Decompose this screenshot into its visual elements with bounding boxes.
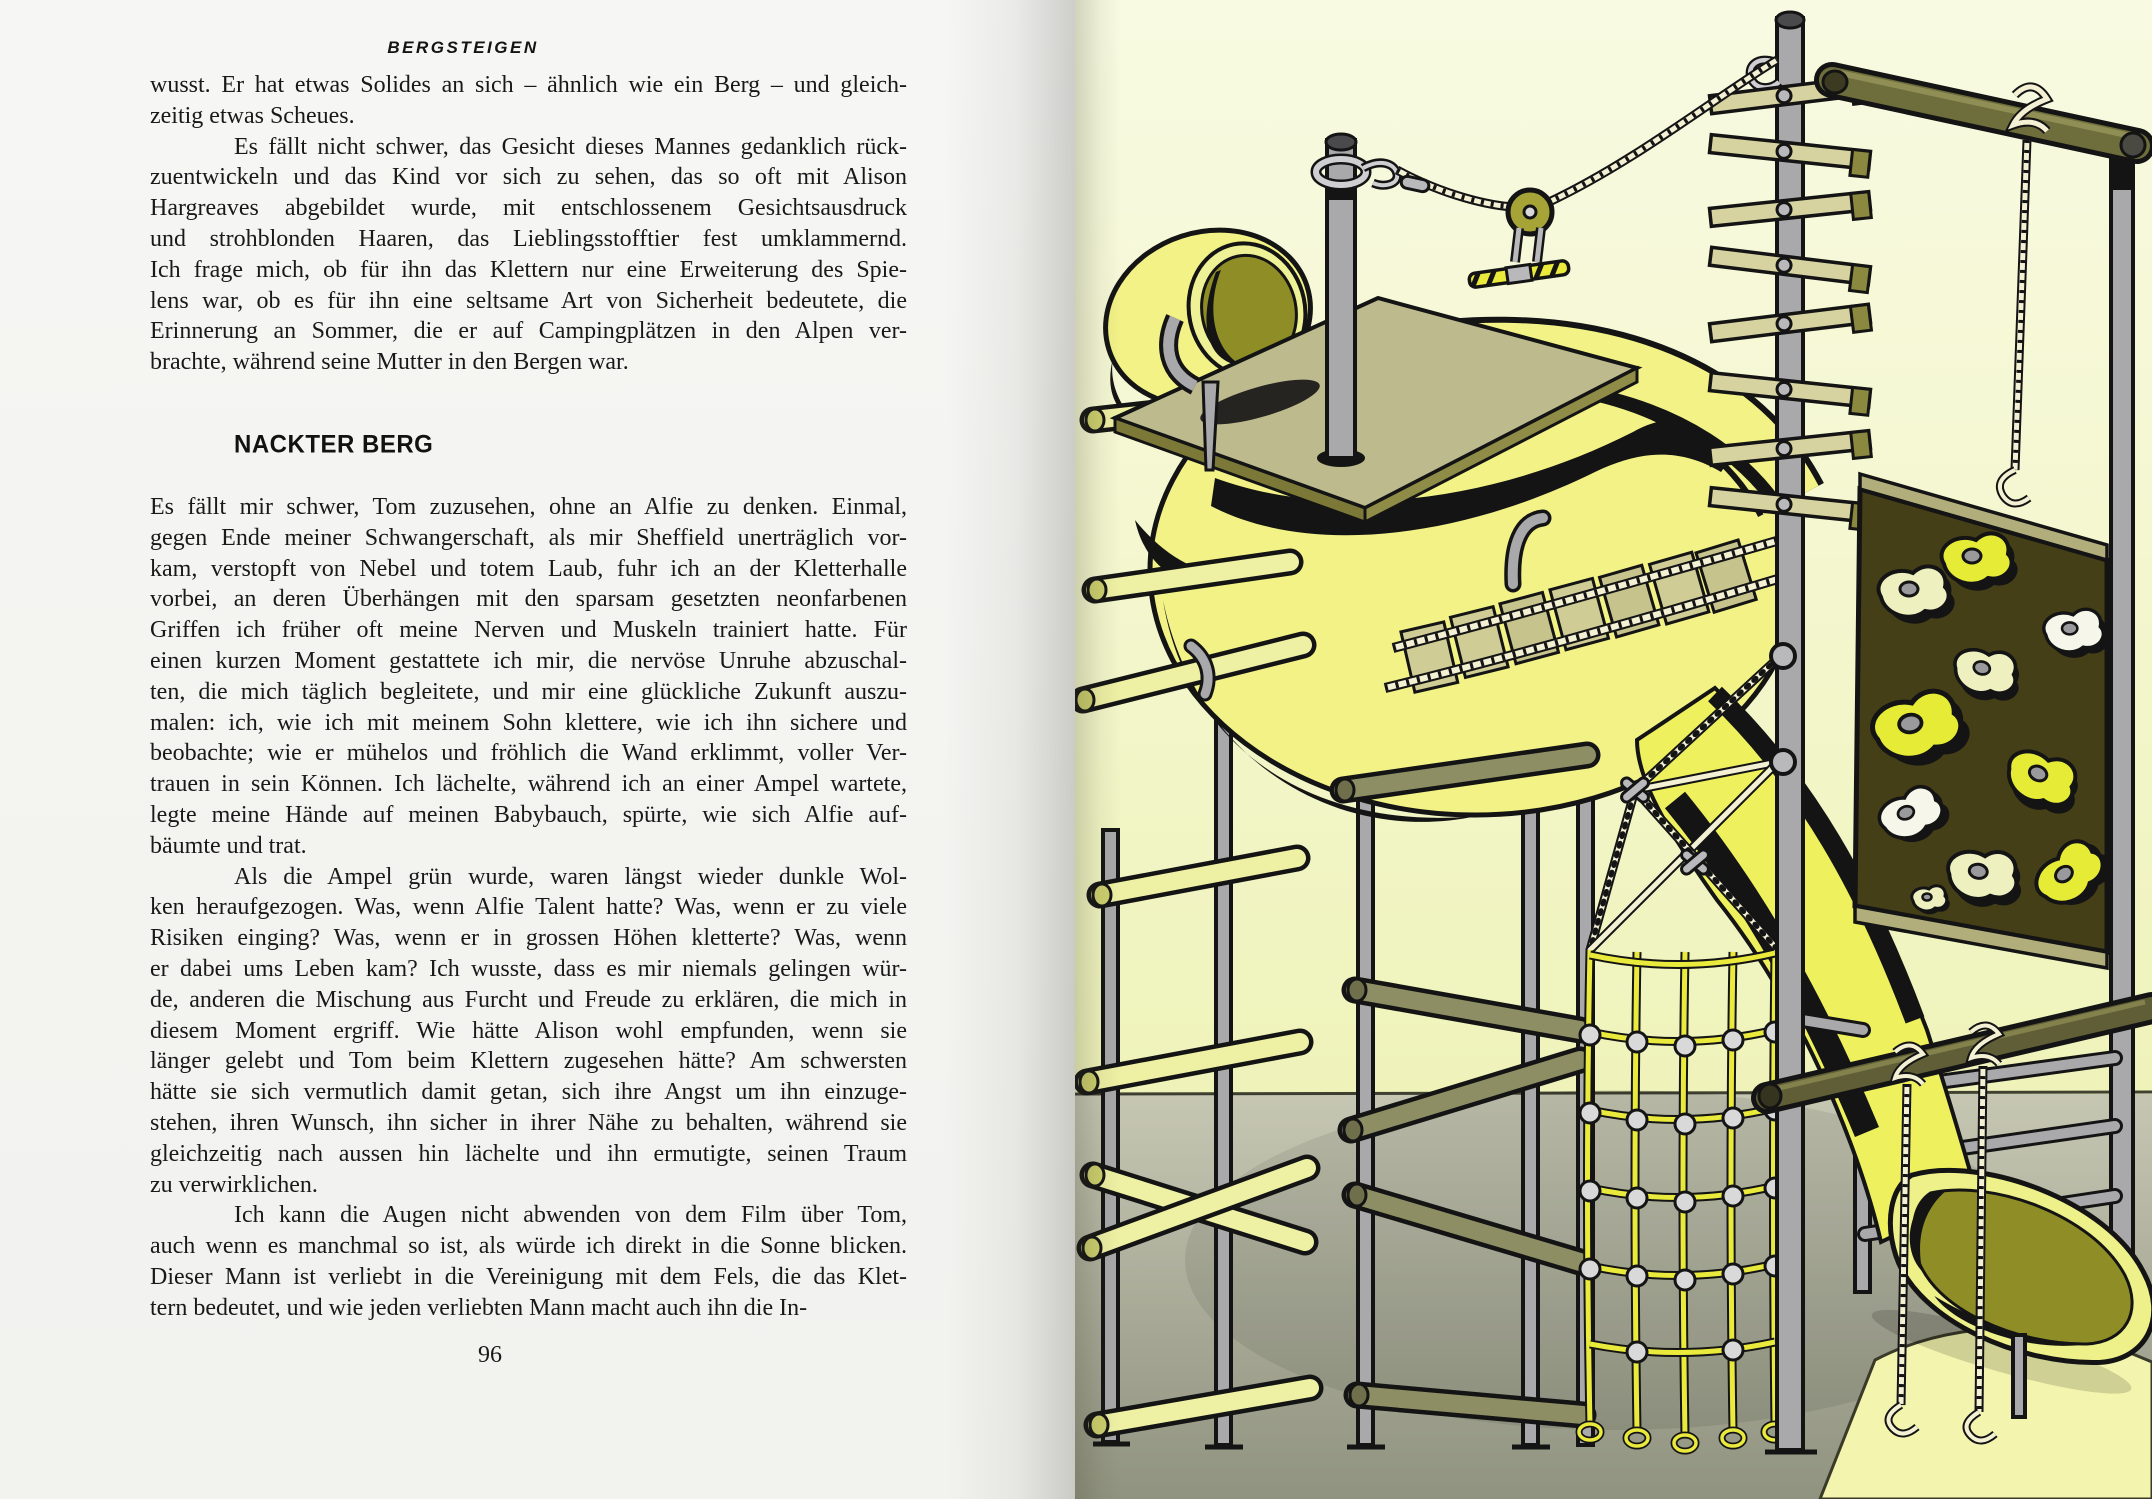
text-line: und strohblonden Haaren, das Lieblingsstofftier fest umklammernd. (150, 225, 907, 252)
text-line: beobachte; wie er mühelos und fröhlich die Wand erklimmt, voller Ver- (150, 740, 907, 767)
text-line: ken heraufgezogen. Was, wenn Alfie Talent hatte? Was, wenn er zu viele (150, 894, 907, 921)
paragraph-continued (150, 70, 907, 132)
section-heading: NACKTER BERG (234, 430, 434, 459)
text-line: wusst. Er hat etwas Solides an sich – ähnlich wie ein Berg – und gleich- (150, 72, 907, 98)
text-line: vorbei, an deren Überhängen mit den sparsam gesetzten neonfarbenen (150, 586, 907, 613)
text-line: länger gelebt und Tom beim Klettern zugesehen hätte? Am schwersten (150, 1048, 907, 1075)
running-head: BERGSTEIGEN (387, 38, 539, 57)
text-line: Es fällt mir schwer, Tom zuzusehen, ohne an Alfie zu denken. Einmal, (150, 493, 907, 520)
text-line: brachte, während seine Mutter in den Bergen war. (150, 349, 629, 376)
text-line: Hargreaves abgebildet wurde, mit entschlossenem Gesichtsausdruck (150, 195, 907, 222)
text-line: lens war, ob es für ihn eine seltsame Art von Sicherheit bedeutete, die (150, 287, 907, 314)
text-line: Als die Ampel grün wurde, waren längst wieder dunkle Wol- (234, 863, 907, 890)
slide-pan-leg (2013, 1335, 2025, 1417)
text-line: hätte sie sich vermutlich damit getan, sich ihre Angst um ihn einzuge- (150, 1079, 907, 1106)
text-line: einen kurzen Moment gestattete ich mir, die nervöse Unruhe abzuschal- (150, 647, 907, 674)
text-line: tern bedeutet, und wie jeden verliebten Mann macht auch ihn die In- (150, 1294, 808, 1321)
text-line: gleichzeitig nach aussen hin lächelte und ihn ermutigte, seinen Traum (150, 1140, 907, 1167)
body-text-column (150, 70, 907, 1323)
text-line: zuentwickeln und das Kind vor sich zu sehen, das so oft mit Alison (150, 164, 907, 191)
text-line: zeitig etwas Scheues. (150, 102, 355, 129)
text-line: Ich kann die Augen nicht abwenden von dem Film über Tom, (234, 1202, 907, 1229)
climbing-wall (1855, 474, 2121, 968)
text-line: Griffen ich früher oft meine Nerven und Muskeln trainiert hatte. Für (150, 617, 907, 644)
text-line: trauen in sein Können. Ich lächelte, während ich an einer Ampel wartete, (150, 771, 907, 798)
text-line: Risiken einging? Was, wenn er in grossen Höhen kletterte? Was, wenn (150, 925, 907, 952)
paragraph (150, 1200, 907, 1323)
paragraph (150, 862, 907, 1201)
text-line: Erinnerung an Sommer, die er auf Campingplätzen in den Alpen ver- (150, 318, 907, 345)
text-line: Dieser Mann ist verliebt in die Vereinigung mit dem Fels, die das Klet- (150, 1263, 907, 1290)
text-line: er dabei ums Leben kam? Ich wusste, dass es mir niemals gelingen wür- (150, 955, 907, 982)
text-line: legte meine Hände auf meinen Babybauch, spürte, wie sich Alfie auf- (150, 801, 907, 828)
text-line: zu verwirklichen. (150, 1171, 318, 1198)
text-line: stehen, ihren Wunsch, ihn sicher in ihrer Nähe zu behalten, während sie (150, 1109, 907, 1136)
text-line: bäumte und trat. (150, 832, 307, 859)
page-gutter-shadow (1075, 0, 1121, 1499)
text-line: Ich frage mich, ob für ihn das Klettern nur eine Erweiterung des Spie- (150, 256, 907, 283)
page-number: 96 (478, 1342, 502, 1368)
text-line: Es fällt nicht schwer, das Gesicht dieses Mannes gedanklich rück- (234, 133, 907, 160)
text-line: malen: ich, wie ich mit meinem Sohn klettere, wie ich ihn sichere und (150, 709, 907, 736)
left-page (0, 0, 1075, 1499)
text-line: kam, verstopft von Nebel und totem Laub, fuhr ich an der Kletterhalle (150, 555, 907, 582)
right-page (1075, 0, 2152, 1499)
text-line: diesem Moment ergriff. Wie hätte Alison wohl empfunden, wenn sie (150, 1017, 907, 1044)
playground-illustration (1075, 0, 2152, 1499)
text-line: de, anderen die Mischung aus Furcht und Freude zu erklären, die mich in (150, 986, 907, 1013)
paragraph (150, 492, 907, 862)
text-line: auch wenn es manchmal so ist, als würde ich direkt in die Sonne blicken. (150, 1233, 907, 1260)
text-line: ten, die mich täglich begleitete, und mir eine glückliche Zukunft auszu- (150, 678, 907, 705)
page-gutter-shadow (945, 0, 1075, 1499)
paragraph (150, 132, 907, 378)
text-line: gegen Ende meiner Schwangerschaft, als mir Sheffield unerträglich vor- (150, 524, 907, 551)
